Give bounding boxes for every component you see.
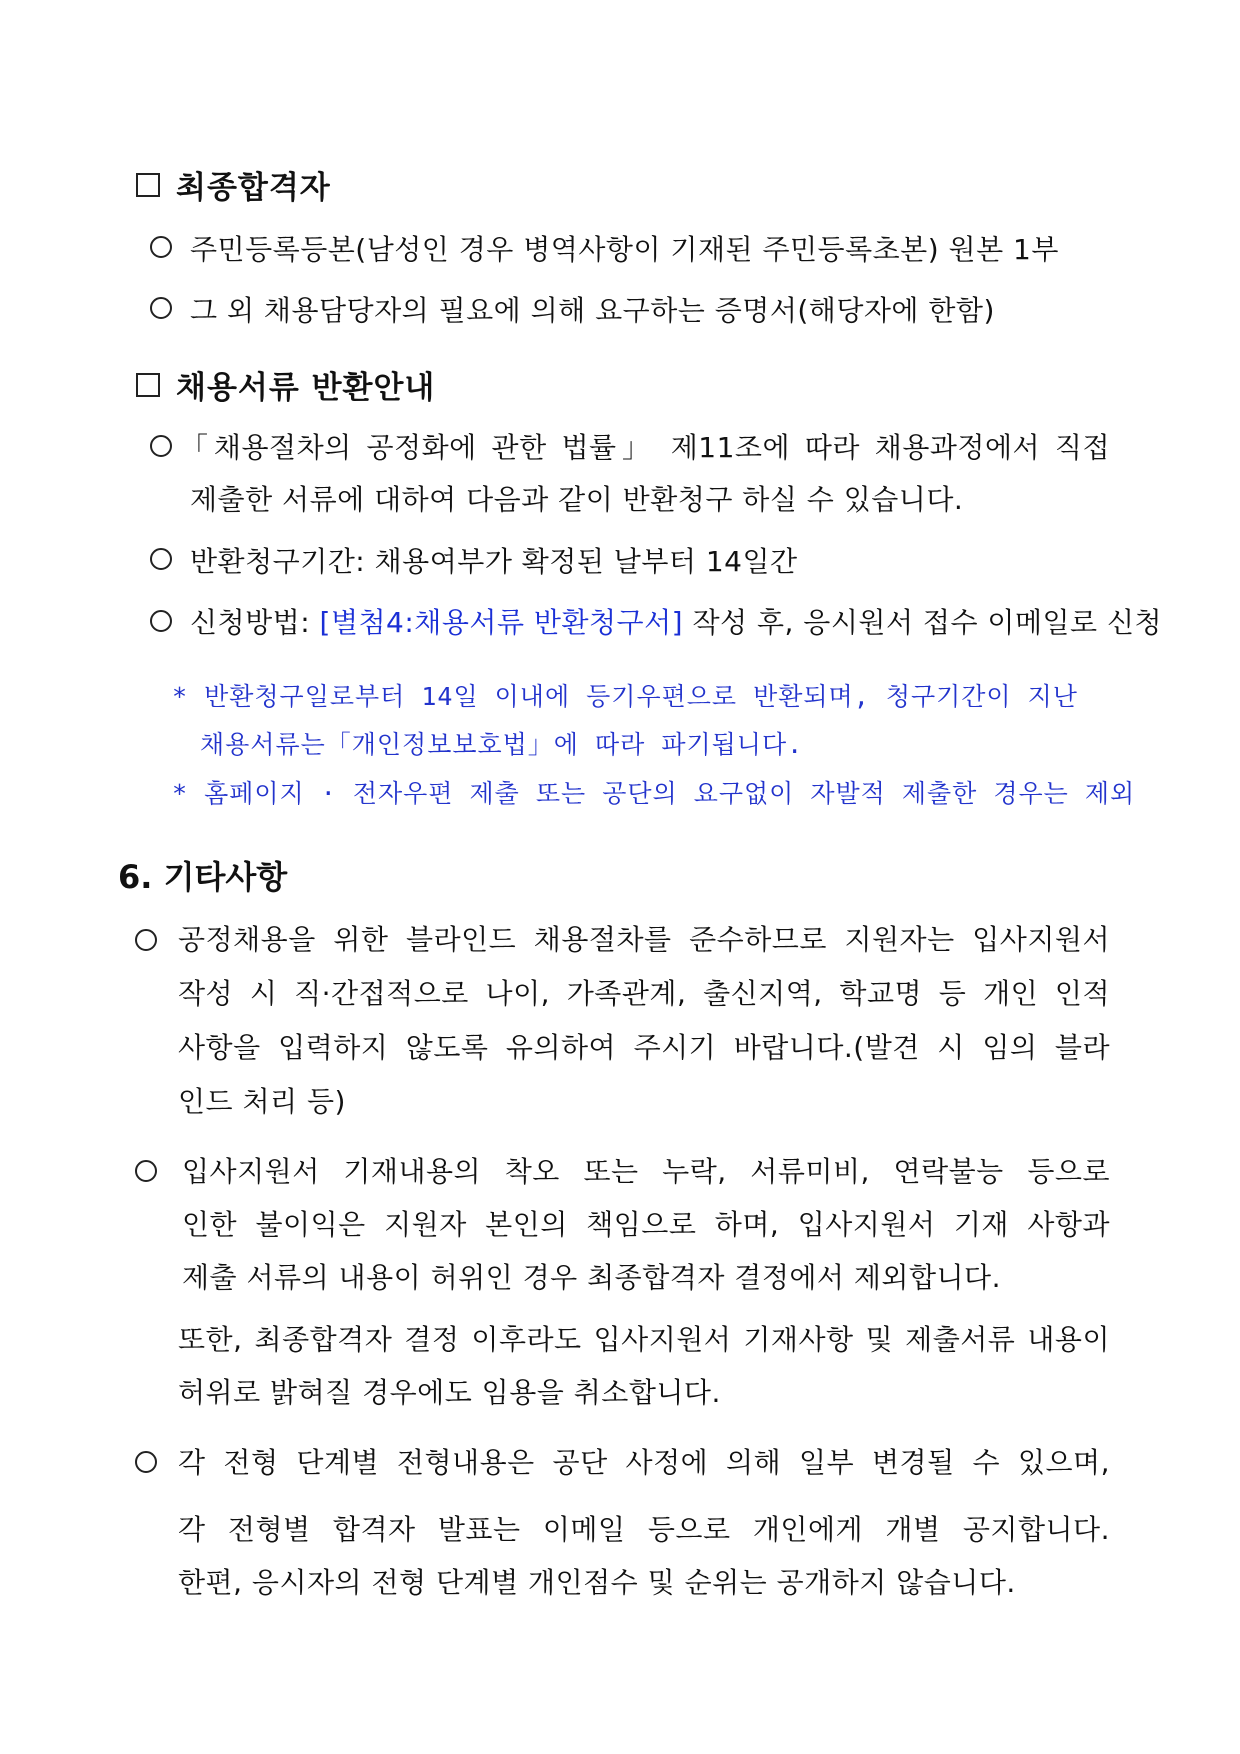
- circle-bullet-icon: [150, 435, 172, 457]
- return-heading-text: 채용서류 반환안내: [176, 370, 436, 406]
- return-item-3: [190, 601, 1162, 641]
- return-item-1-line-1: 「채용절차의 공정화에 관한 법률」 제11조에 따라 채용과정에서 직접: [180, 431, 1110, 464]
- circle-bullet-icon: [135, 929, 157, 951]
- return-note-2: * 홈페이지 · 전자우편 제출 또는 공단의 요구없이 자발적 제출한 경우는 제외: [172, 779, 1136, 808]
- etc-item-2-line-3: 제출 서류의 내용이 허위인 경우 최종합격자 결정에서 제외합니다.: [182, 1261, 1002, 1294]
- final-heading-text: 최종합격자: [176, 170, 331, 206]
- final-item-1: 주민등록등본(남성인 경우 병역사항이 기재된 주민등록초본) 원본 1부: [190, 233, 1059, 266]
- etc-item-2-extra-line-1: 또한, 최종합격자 결정 이후라도 입사지원서 기재사항 및 제출서류 내용이: [178, 1323, 1110, 1356]
- final-heading: [136, 162, 331, 207]
- etc-item-3-line-3: 한편, 응시자의 전형 단계별 개인점수 및 순위는 공개하지 않습니다.: [178, 1566, 1016, 1599]
- circle-bullet-icon: [150, 610, 172, 632]
- etc-item-2-extra-line-2: 허위로 밝혀질 경우에도 임용을 취소합니다.: [178, 1376, 721, 1409]
- circle-bullet-icon: [150, 236, 172, 258]
- etc-item-1-line-1: 공정채용을 위한 블라인드 채용절차를 준수하므로 지원자는 입사지원서: [178, 923, 1110, 956]
- etc-item-1-line-3: 사항을 입력하지 않도록 유의하여 주시기 바랍니다.(발견 시 임의 블라: [178, 1031, 1110, 1064]
- circle-bullet-icon: [150, 297, 172, 319]
- return-item-3-prefix: 신청방법:: [190, 606, 320, 639]
- etc-section-title: 6. 기타사항: [118, 858, 288, 896]
- return-note-1-line-2: 채용서류는「개인정보보호법」에 따라 파기됩니다.: [200, 730, 804, 759]
- etc-item-1-line-4: 인드 처리 등): [178, 1085, 346, 1118]
- return-note-1-line-1: * 반환청구일로부터 14일 이내에 등기우편으로 반환되며, 청구기간이 지난: [172, 682, 1078, 711]
- checkbox-square-icon: [136, 373, 160, 397]
- return-heading: [136, 362, 435, 407]
- final-item-2: 그 외 채용담당자의 필요에 의해 요구하는 증명서(해당자에 한함): [190, 294, 995, 327]
- etc-item-3-line-2: 각 전형별 합격자 발표는 이메일 등으로 개인에게 개별 공지합니다.: [178, 1513, 1110, 1546]
- circle-bullet-icon: [135, 1451, 157, 1473]
- return-item-2: 반환청구기간: 채용여부가 확정된 날부터 14일간: [190, 545, 798, 578]
- checkbox-square-icon: [136, 173, 160, 197]
- etc-item-1-line-2: 작성 시 직·간접적으로 나이, 가족관계, 출신지역, 학교명 등 개인 인적: [178, 977, 1110, 1010]
- etc-item-2-line-1: 입사지원서 기재내용의 착오 또는 누락, 서류미비, 연락불능 등으로: [182, 1155, 1110, 1188]
- return-item-3-suffix: 작성 후, 응시원서 접수 이메일로 신청: [683, 606, 1163, 639]
- etc-item-2-line-2: 인한 불이익은 지원자 본인의 책임으로 하며, 입사지원서 기재 사항과: [182, 1208, 1110, 1241]
- circle-bullet-icon: [135, 1160, 157, 1182]
- circle-bullet-icon: [150, 548, 172, 570]
- attachment-4-link[interactable]: [별첨4:채용서류 반환청구서]: [319, 606, 684, 639]
- etc-item-3-line-1: 각 전형 단계별 전형내용은 공단 사정에 의해 일부 변경될 수 있으며,: [178, 1446, 1110, 1479]
- return-item-1-line-2: 제출한 서류에 대하여 다음과 같이 반환청구 하실 수 있습니다.: [190, 483, 964, 516]
